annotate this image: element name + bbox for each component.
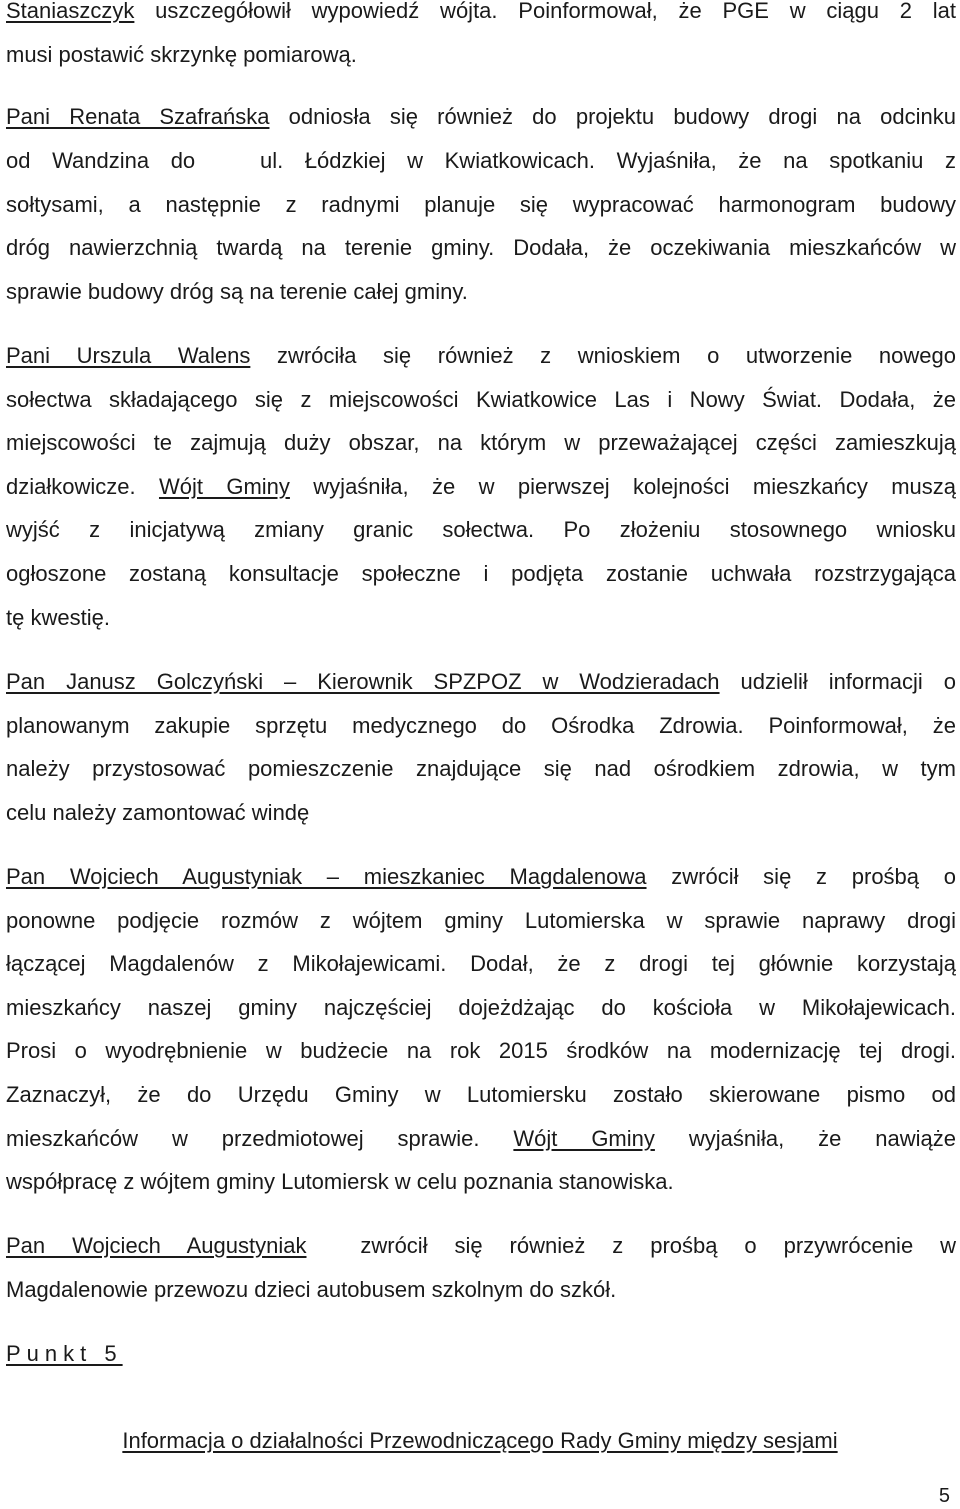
paragraph-3-line-5: wyjść z inicjatywą zmiany granic sołectwa. Po złożeniu stosownego wniosku <box>6 517 956 542</box>
paragraph-3-line-4: działkowicze. Wójt Gminy wyjaśniła, że w pierwszej kolejności mieszkańcy muszą <box>6 474 957 499</box>
paragraph-2-line-2: od Wandzina do ul. Łódzkiej w Kwiatkowicach. Wyjaśniła, że na spotkaniu z <box>6 148 956 173</box>
paragraph-4-line-3: należy przystosować pomieszczenie znajdujące się nad ośrodkiem zdrowia, w tym <box>6 756 956 781</box>
paragraph-2-line-5: sprawie budowy dróg są na terenie całej gminy. <box>6 279 468 304</box>
paragraph-3-line-3: miejscowości te zajmują duży obszar, na którym w przeważającej części zamieszkują <box>6 430 956 455</box>
speaker-name: Pani Urszula Walens <box>6 343 251 368</box>
paragraph-5-line-2: ponowne podjęcie rozmów z wójtem gminy Lutomierska w sprawie naprawy drogi <box>6 908 956 933</box>
speaker-name: Wójt Gminy <box>158 474 290 499</box>
section-heading: Informacja o działalności Przewodniczącego Rady Gminy między sesjami <box>122 1428 838 1453</box>
paragraph-5-line-4: mieszkańcy naszej gminy najczęściej dojeżdżając do kościoła w Mikołajewicach. <box>6 995 956 1020</box>
paragraph-1-line-2: musi postawić skrzynkę pomiarową. <box>6 42 357 67</box>
paragraph-5-line-1: Pan Wojciech Augustyniak – mieszkaniec Magdalenowa zwrócił się z prośbą o <box>6 864 956 889</box>
paragraph-3-line-2: sołectwa składającego się z miejscowości Kwiatkowice Las i Nowy Świat. Dodała, że <box>6 387 956 412</box>
paragraph-2-line-3: sołtysami, a następnie z radnymi planuje się wypracować harmonogram budowy <box>6 192 956 217</box>
page-number: 5 <box>938 1485 950 1507</box>
paragraph-2-line-4: dróg nawierzchnią twardą na terenie gminy. Dodała, że oczekiwania mieszkańców w <box>6 235 956 260</box>
paragraph-5-line-5: Prosi o wyodrębnienie w budżecie na rok 2015 środków na modernizację tej drogi. <box>6 1038 956 1063</box>
paragraph-5-line-6: Zaznaczył, że do Urzędu Gminy w Lutomiersku zostało skierowane pismo od <box>6 1082 956 1107</box>
speaker-name: Wójt Gminy <box>513 1126 655 1151</box>
speaker-name: Staniaszczyk <box>6 0 135 23</box>
paragraph-3-line-7: tę kwestię. <box>6 605 110 630</box>
paragraph-5-line-8: współpracę z wójtem gminy Lutomiersk w celu poznania stanowiska. <box>6 1169 674 1194</box>
speaker-name: Pani Renata Szafrańska <box>6 104 270 129</box>
paragraph-5-line-7: mieszkańców w przedmiotowej sprawie. Wójt Gminy wyjaśniła, że nawiąże <box>6 1126 956 1151</box>
speaker-name: Pan Wojciech Augustyniak <box>6 1233 307 1258</box>
paragraph-4-line-4: celu należy zamontować windę <box>6 800 310 825</box>
section-label: Punkt 5 <box>6 1341 123 1366</box>
paragraph-5-line-3: łączącej Magdalenów z Mikołajewicami. Dodał, że z drogi tej głównie korzystają <box>6 951 956 976</box>
paragraph-2-line-1: Pani Renata Szafrańska odniosła się również do projektu budowy drogi na odcinku <box>6 104 956 129</box>
paragraph-4-line-2: planowanym zakupie sprzętu medycznego do Ośrodka Zdrowia. Poinformował, że <box>6 713 956 738</box>
paragraph-3-line-1: Pani Urszula Walens zwróciła się również z wnioskiem o utworzenie nowego <box>6 343 956 368</box>
paragraph-4-line-1: Pan Janusz Golczyński – Kierownik SPZPOZ w Wodzieradach udzielił informacji o <box>6 669 956 694</box>
paragraph-1-line-1: Staniaszczyk uszczegółowił wypowiedź wójta. Poinformował, że PGE w ciągu 2 lat <box>6 0 956 23</box>
paragraph-6-line-1: Pan Wojciech Augustyniak zwrócił się również z prośbą o przywrócenie w <box>6 1233 956 1258</box>
paragraph-3-line-6: ogłoszone zostaną konsultacje społeczne i podjęta zostanie uchwała rozstrzygająca <box>6 561 956 586</box>
speaker-name: Pan Janusz Golczyński – Kierownik SPZPOZ w Wodzieradach <box>6 669 720 694</box>
paragraph-6-line-2: Magdalenowie przewozu dzieci autobusem szkolnym do szkół. <box>6 1277 617 1302</box>
speaker-name: Pan Wojciech Augustyniak – mieszkaniec Magdalenowa <box>6 864 647 889</box>
